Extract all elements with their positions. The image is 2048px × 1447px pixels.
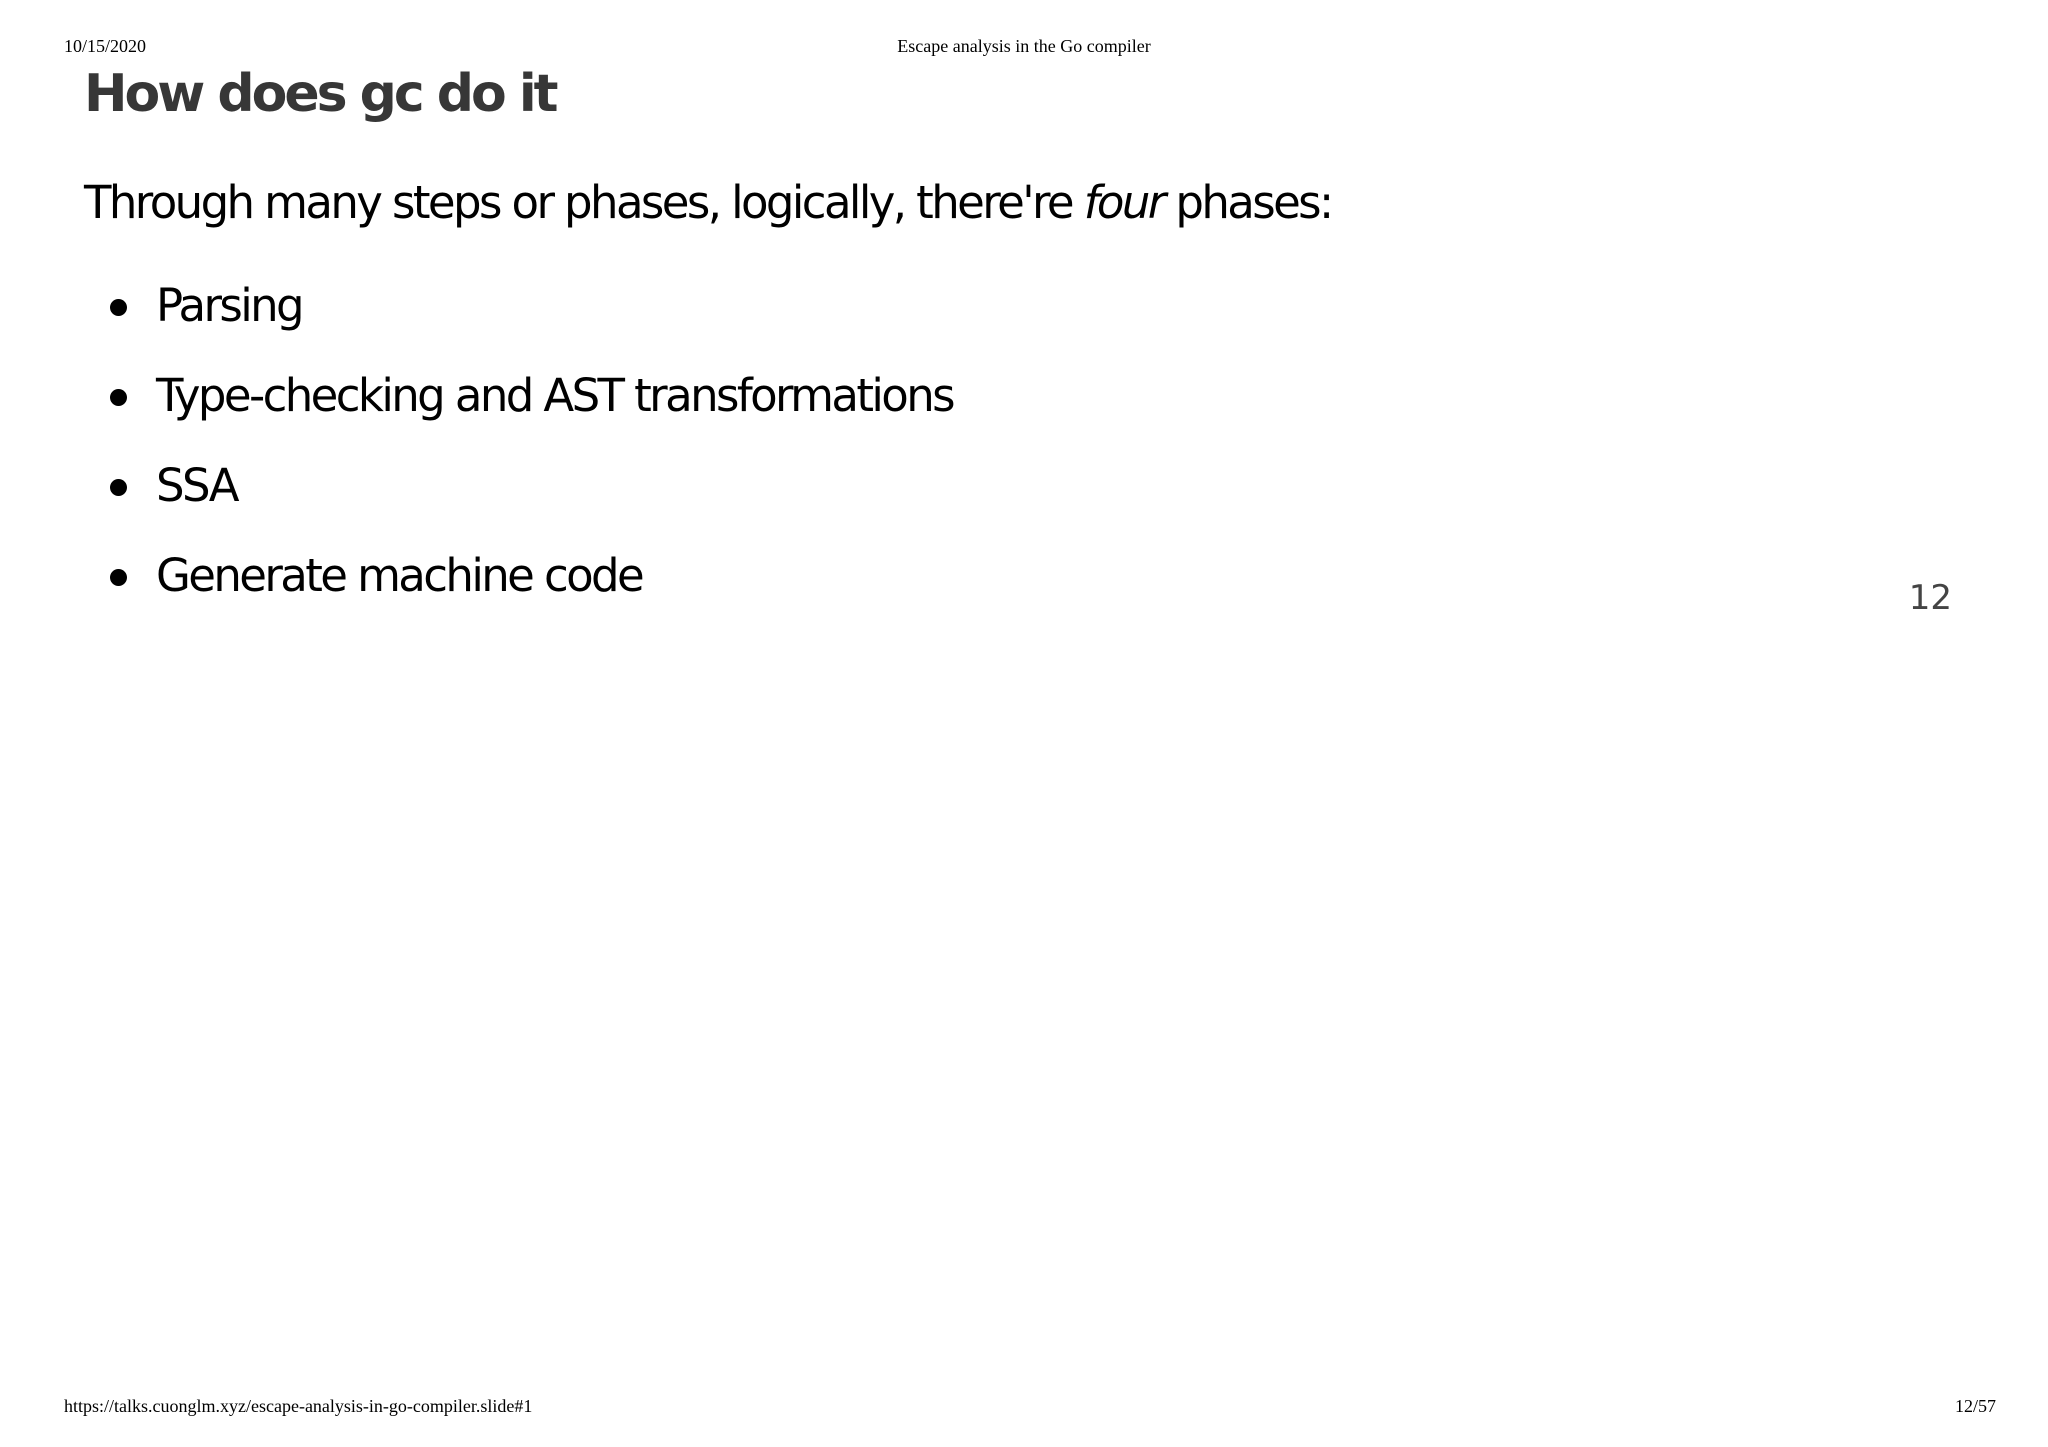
bullet-icon: [110, 389, 127, 406]
print-header-title: Escape analysis in the Go compiler: [897, 36, 1151, 56]
slide-intro-emphasis: four: [1083, 176, 1164, 229]
bullet-icon: [110, 479, 127, 496]
slide-intro-text-end: phases:: [1163, 176, 1332, 229]
print-footer-page-count: 12/57: [1954, 1396, 1996, 1416]
slide-number: 12: [1908, 578, 1952, 618]
bullet-icon: [110, 299, 127, 316]
slide-heading: How does gc do it: [84, 64, 556, 124]
print-header-date: 10/15/2020: [64, 36, 147, 56]
slide-intro-text: Through many steps or phases, logically, there're: [84, 176, 1084, 229]
phase-label: SSA: [156, 459, 237, 512]
phase-label: Generate machine code: [156, 549, 643, 602]
slide-intro: [84, 176, 1332, 229]
phase-item: [84, 456, 953, 546]
phase-label: Parsing: [156, 279, 303, 332]
phase-label: Type-checking and AST transformations: [156, 369, 953, 422]
phase-item: [84, 366, 953, 456]
print-footer-url[interactable]: https://talks.cuonglm.xyz/escape-analysis-in-go-compiler.slide#1: [64, 1396, 533, 1416]
bullet-icon: [110, 569, 127, 586]
phase-item: [84, 546, 953, 636]
phase-item: [84, 276, 953, 366]
phase-list: [84, 276, 953, 636]
